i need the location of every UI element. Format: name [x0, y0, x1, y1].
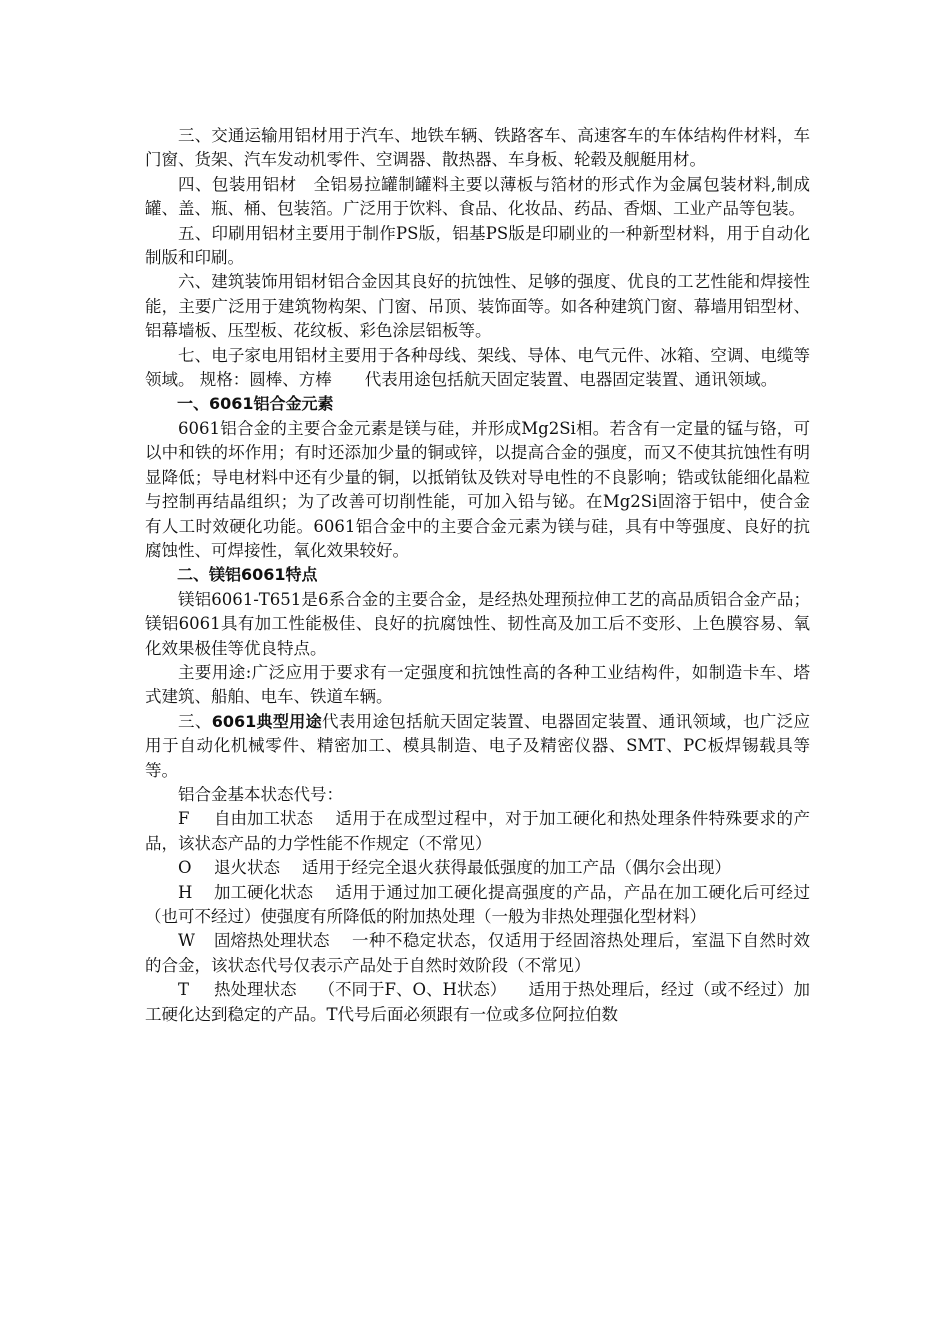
section-heading-features: 二、镁铝6061特点 [177, 565, 318, 585]
typical-uses-text: 代表用途包括航天固定装置、电器固定装置、通讯领域，也广泛应用于自动化机械零件、精密加工、模具制造、电子及精密仪器、SMT、PC板焊锡载具等等。 [145, 711, 811, 780]
paragraph-printing: 五、印刷用铝材主要用于制作PS版，铝基PS版是印刷业的一种新型材料，用于自动化制版和印刷。 [145, 223, 810, 268]
state-code: F [178, 809, 190, 829]
state-description: 适用于经完全退火获得最低强度的加工产品（偶尔会出现） [302, 858, 731, 878]
state-item-o [145, 856, 810, 880]
state-code: T [178, 980, 190, 1000]
state-code: O [178, 858, 192, 878]
section-heading-elements: 一、6061铝合金元素 [177, 394, 334, 414]
state-item-t [145, 978, 810, 1027]
typical-uses-heading: 6061典型用途 [211, 711, 322, 731]
state-code: W [178, 931, 195, 951]
paragraph-typical-uses [145, 710, 810, 783]
paragraph-building: 六、建筑装饰用铝材铝合金因其良好的抗蚀性、足够的强度、优良的工艺性能和焊接性能，主要广泛用于建筑物构架、门窗、吊顶、装饰面等。如各种建筑门窗、幕墙用铝型材、铝幕墙板、压型板、花纹板、彩色涂层铝板等。 [145, 272, 810, 341]
state-name: 固熔热处理状态 [214, 931, 330, 951]
state-name: 加工硬化状态 [214, 882, 313, 902]
paragraph-packaging: 四、包装用铝材 全铝易拉罐制罐料主要以薄板与箔材的形式作为金属包装材料,制成罐、盖、瓶、桶、包装箔。广泛用于饮料、食品、化妆品、药品、香烟、工业产品等包装。 [145, 174, 810, 219]
state-item-w [145, 929, 810, 978]
document-body [145, 124, 810, 1027]
paragraph-elements: 6061铝合金的主要合金元素是镁与硅，并形成Mg2Si相。若含有一定量的锰与铬，可以中和铁的坏作用；有时还添加少量的铜或锌，以提高合金的强度，而又不使其抗蚀性有明显降低；导电材料中还有少量的铜，以抵销钛及铁对导电性的不良影响；锆或钛能细化晶粒与控制再结晶组织；为了改善可切削性能，可加入铅与铋。在Mg2Si固溶于铝中，使合金有人工时效硬化功能。6061铝合金中的主要合金元素为镁与硅，具有中等强度、良好的抗腐蚀性、可焊接性，氧化效果较好。 [145, 418, 810, 560]
state-name: 热处理状态 [214, 980, 297, 1000]
paragraph-state-codes-intro: 铝合金基本状态代号： [178, 784, 343, 804]
state-description: 一种不稳定状态，仅适用于经固溶热处理后，室温下自然时效的合金，该状态代号仅表示产品处于自然时效阶段（不常见） [145, 931, 810, 975]
paragraph-uses: 主要用途:广泛应用于要求有一定强度和抗蚀性高的各种工业结构件，如制造卡车、塔式建筑、船舶、电车、铁道车辆。 [145, 662, 810, 707]
state-code: H [178, 882, 193, 902]
state-item-f [145, 807, 810, 856]
state-description: 适用于通过加工硬化提高强度的产品，产品在加工硬化后可经过（也可不经过）使强度有所降低的附加热处理（一般为非热处理强化型材料） [145, 882, 810, 926]
state-description: 适用于在成型过程中，对于加工硬化和热处理条件特殊要求的产品，该状态产品的力学性能不作规定（不常见） [145, 809, 810, 853]
state-item-h [145, 881, 810, 930]
typical-uses-lead: 三、 [178, 711, 212, 731]
state-name: 自由加工状态 [214, 809, 313, 829]
paragraph-electronics: 七、电子家电用铝材主要用于各种母线、架线、导体、电气元件、冰箱、空调、电缆等领域。 规格：圆棒、方棒 代表用途包括航天固定装置、电器固定装置、通讯领域。 [145, 345, 810, 390]
paragraph-features: 镁铝6061-T651是6系合金的主要合金，是经热处理预拉伸工艺的高品质铝合金产品；镁铝6061具有加工性能极佳、良好的抗腐蚀性、韧性高及加工后不变形、上色膜容易、氧化效果极佳等优良特点。 [145, 589, 810, 658]
state-note: （不同于F、O、H状态） [318, 980, 507, 1000]
paragraph-transport: 三、交通运输用铝材用于汽车、地铁车辆、铁路客车、高速客车的车体结构件材料，车门窗、货架、汽车发动机零件、空调器、散热器、车身板、轮毂及舰艇用材。 [145, 126, 810, 170]
state-description: 适用于热处理后，经过（或不经过）加工硬化达到稳定的产品。T代号后面必须跟有一位或多位阿拉伯数 [145, 980, 810, 1024]
state-name: 退火状态 [214, 858, 280, 878]
